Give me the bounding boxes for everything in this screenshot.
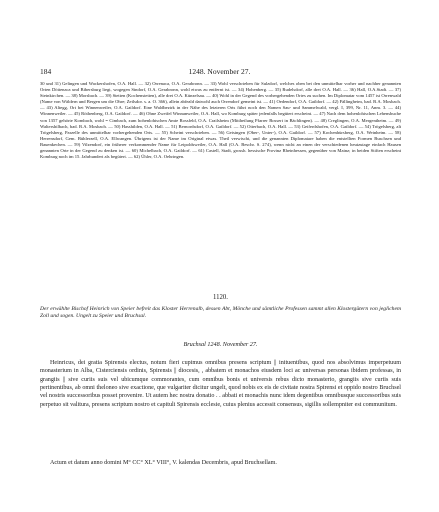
footnotes: 30 und 31) Gelingen und Wackershofen, O.A. Hall. — 32) Orrenaca, O.A. Gerabronn. — 33) Wohl verschrieben für Sulzdorf, welches oben bei den unmittelbar vorher und nachher genannten Orten Döttenaca und Bibersburg liegt, wogegen Sindorf, O.A. Gerabronn, wohl etwas zu entfernt ist. — 34) Hohenberg. — 35) Rudelsdorf, alle drei O.A. Hall. — 36) Hall, O.A.Stadt. — 37) Steinkirchen. — 38) Morsbach. — 39) Stetten (Kochenstetten), alle drei O.A. Künzelsau. — 40) Wohl in der Gegend des vorhergehenden Ortes zu suchen. Im Diplomatar vom 1457 ist Orrenwald (Name von Wäldern und Bergen um die Ohre; Zeilsdor. s. a. O. 366), allein abfeald datwohl auch Orrendorf gemeint ist. — 41) Oedendorf, O.A. Gaildorf. — 42) Fällingheim, bad. B.A. Mosbach. — 43) Altegg, Ort bei Winnenweiler, O.A. Gaildorf. Eine Waldbezirk in der Nähe des letzteren Orts führt noch den Namen Sau- und Sammelwald, vergl. I, 399, Nr. 11, Anm. 3. — 44) Winnenweiler. — 45) Röthenberg, O.A. Gaildorf. — 46) Ohne Zweifel Winnanweiler, O.A. Hall, wo Komburg später jedenfalls begütert erscheint. — 47) Nach dem hohenlohischen Lehensbuche von 1357 gehörte Kombach, wohl = Cimbach, zum hohenlohischen Amte Rossfeld, O.A. Crailsheim (Mittheilung Pfarrer Bossert in Bächlingen). — 48) Creglingen, O.A. Mergentheim. — 49) Waltershilbach, bad. B.A. Mosbach. — 50) Hasshilden, O.A. Hall. — 51) Bernordsdorf, O.A. Gaildorf. — 52) Otterbach, O.A. Hall. — 53) Geiferdshofen, O.A. Gaildorf. — 54) Trögelsberg, alt Trögelsberg, Parzelle des unmittelbar vorhergehenden Orts. — 55) Scheint verschrieben. — 56) Geisingen (Ober-, Unter-), O.A. Gaildorf. — 57) Kochenhürsberg, O.A. Weinheim. — 58) Herrensdorf, Gem. Bühlerzell, O.A. Ellwangen. Übrigens ist der Name im Original etwas. Theil verwischt, und die genannten Diplomatare haben die entstellten Formen Buschsen und Bauenkechen. — 59) Vilzendorf, ein früherer verkommender Name für Leipoldsweiler, O.A. Hall (O.A. Beschr. S. 274), wenn nicht an einen der verschiedenen heutzutage einfach Hausen genannten Orte in der Gegend zu denken ist. — 60) Michelbach, O.A. Gaildorf. — 61) Castell, Stadt, grossh. hessische Provinz Rheinhessen, gegenüber von Mainz; in beiden Stiften erscheint Komburg noch im 15. Jahrhundert als begütert. — 62) Ühler, O.A. Oehringen. xyxy=(40,81,401,160)
page-header xyxy=(38,66,401,78)
document-dateline: Bruchsal 1248. November 27. xyxy=(183,341,258,348)
document-number: 1120. xyxy=(212,294,229,301)
charter-closing: Actum et datum anno domini M° CC° XL° VIII°, V. kalendas Decembris, apud Bruchsellam. xyxy=(50,460,277,466)
document-summary: Der erwählte Bischof Heinrich von Speier befreit das Kloster Herrenalb, dessen Abt, Mönche und sämtliche Professen sammt allen Klostergütern von jeglichem Zoll und sogen. Ungelt zu Speier und Bruchsal. xyxy=(40,306,401,320)
page-number: 184 xyxy=(40,67,52,76)
running-title: 1248. November 27. xyxy=(188,67,251,76)
charter-text: Heinricus, dei gratia Spirensis electus, notum fieri cupimus omnibus presens scriptum || inituentibus, quod nos absolvimus imperpetuum monasterium in Alba, Cisterciensis ordinis, Spirensis || diocesis, , abbatem et monachos eiusdem loci ac universas personas ibidem professas, in grangiis || sive curiis suis vel ubicumque commorantes, cum omnibus bonis et universis rebus dicto monasterio, grangiis sive curiis suis pertinentibus, ab omni theloneo sive exactione, que vulgariter dicitur ungelt, quod nobis ex eis de civitate nostra Spirensi et oppido nostro Bruchsel vel nostris successoribus posset provenire. Ut autem hec nostra donatio . . abbati et monachis nunc idem degentibus omnibusque successoribus suis perpetuo sit valitura, presens scriptum nostro et capituli Spirensis ecclesie, cuius plenius accessit consensus, sigillis sollempniter est communitum. xyxy=(40,360,401,408)
